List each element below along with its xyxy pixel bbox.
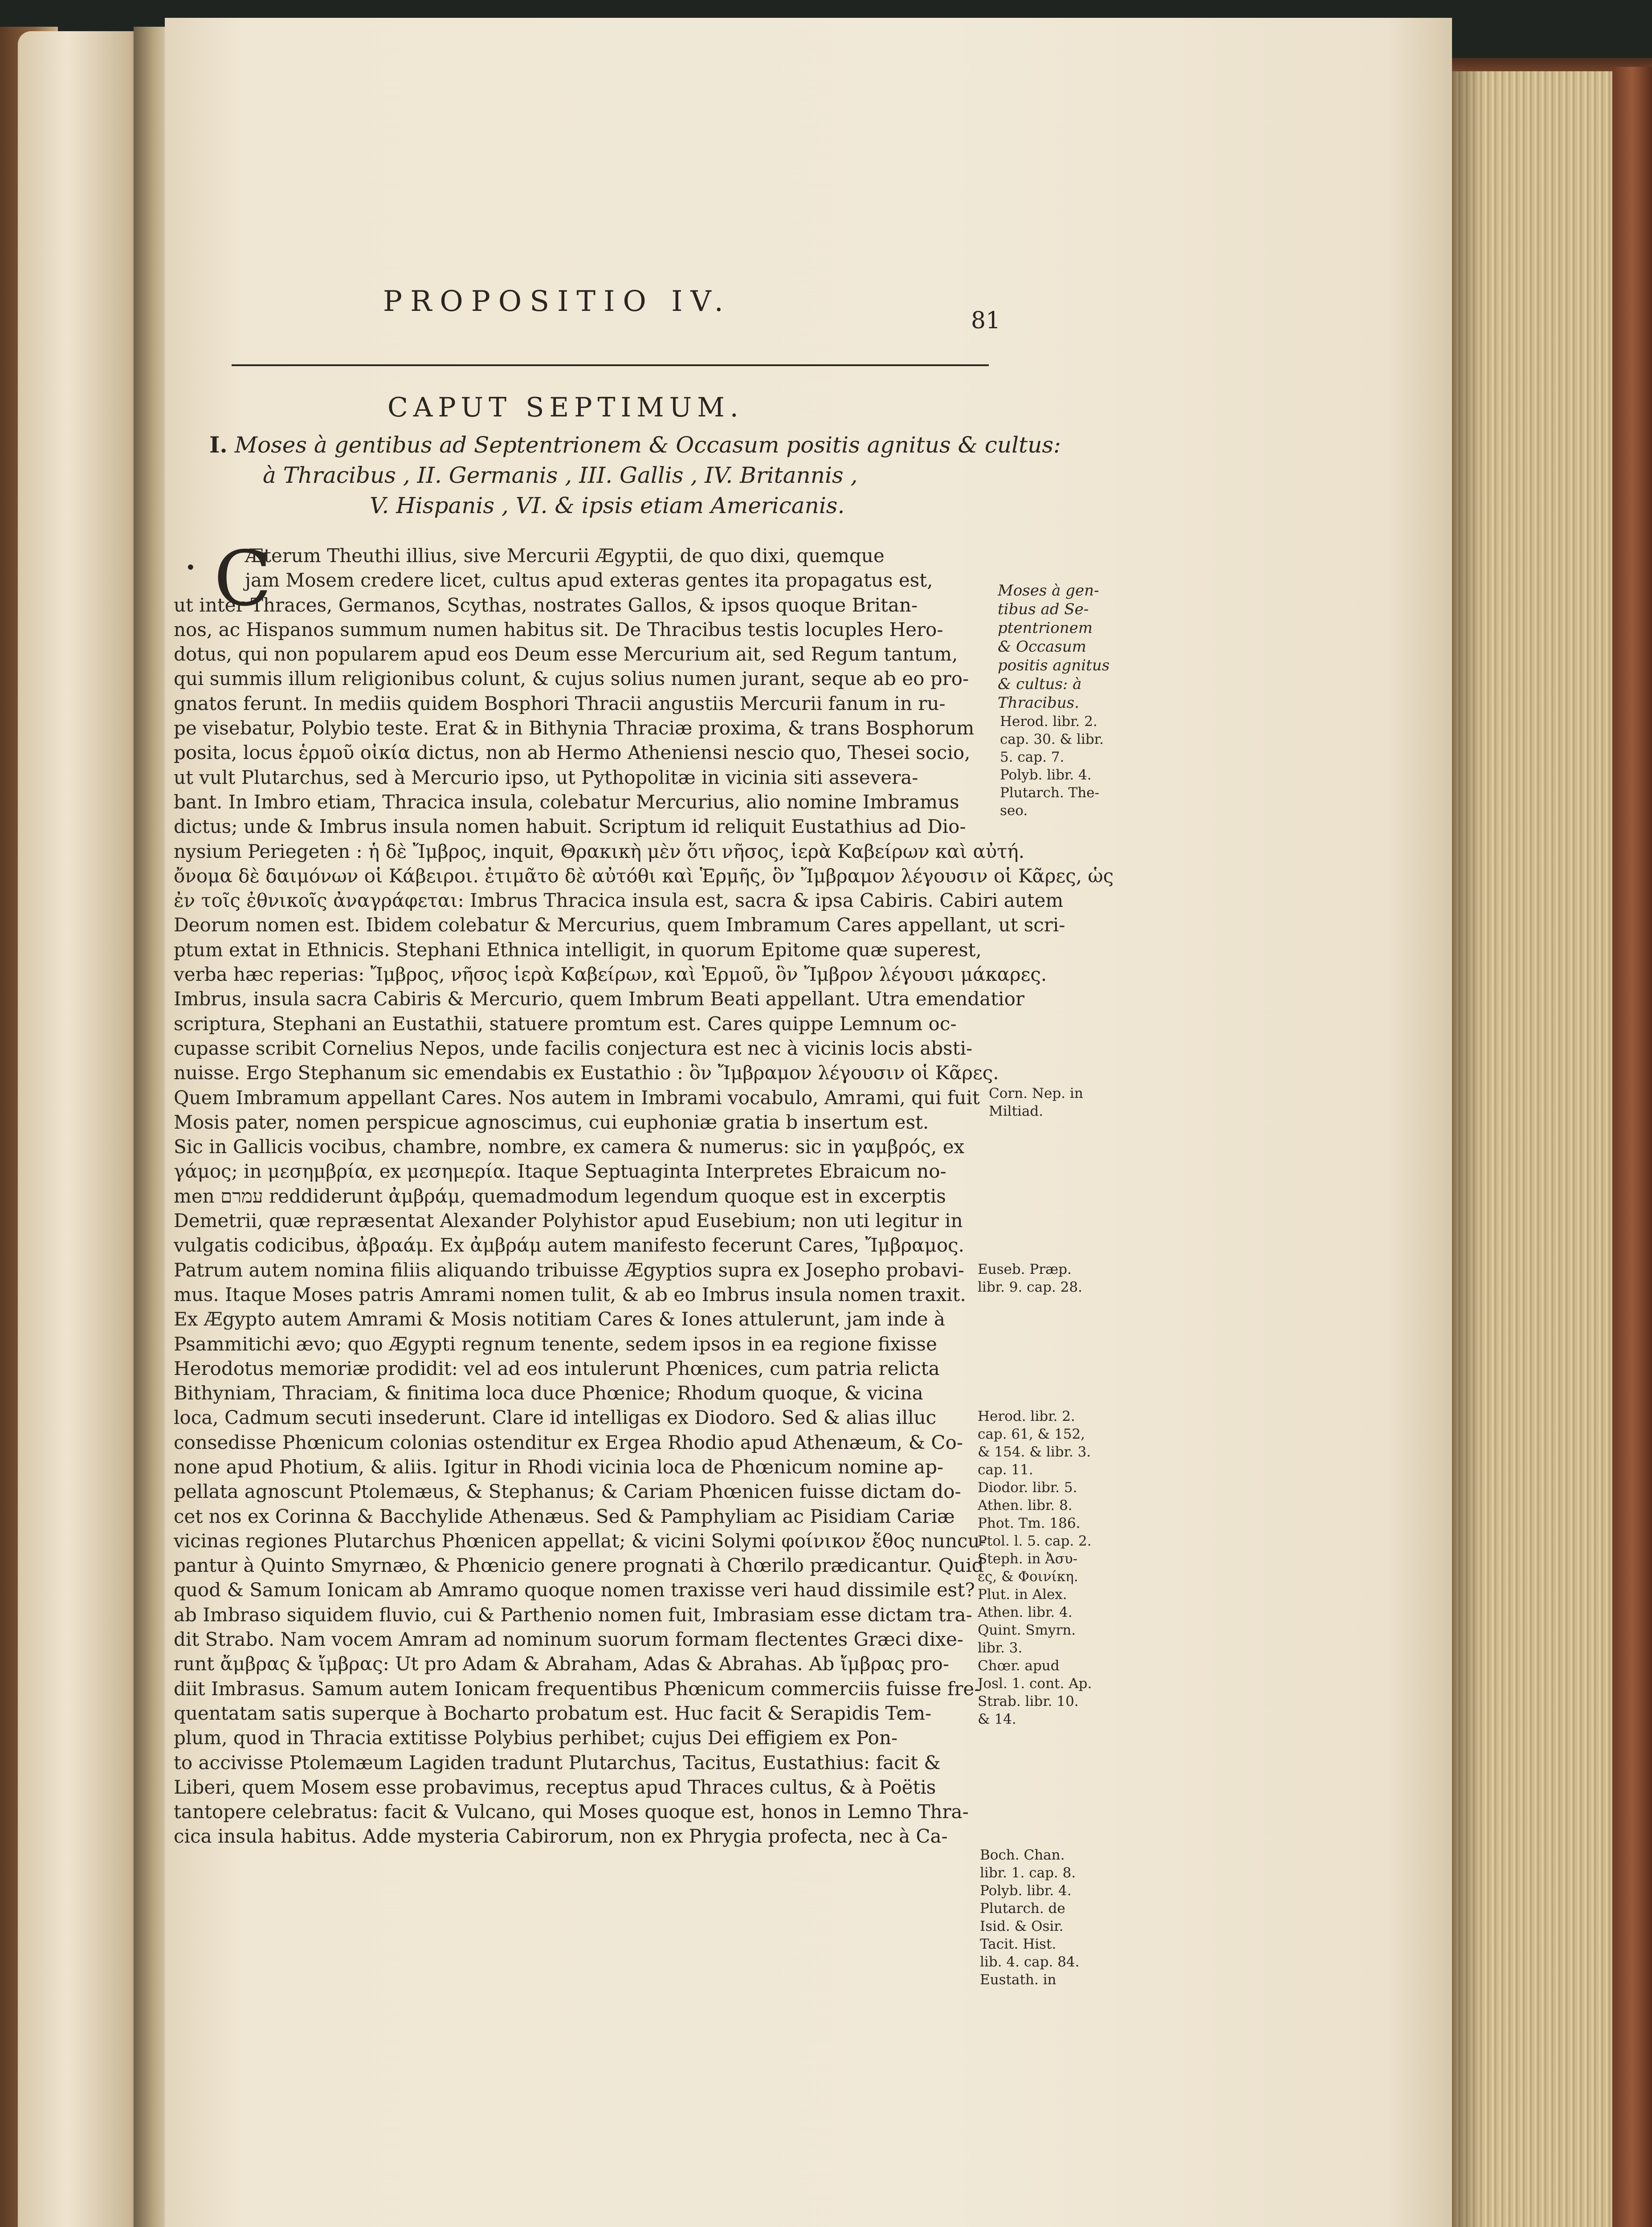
text-line: dotus, qui non popularem apud eos Deum esse Mercurium ait, sed Regum tantum, bbox=[174, 643, 958, 665]
text-line: Ex Ægypto autem Amrami & Mosis notitiam Cares & Iones attulerunt, jam inde à bbox=[174, 1308, 945, 1330]
marginal-note-line: cap. 11. bbox=[978, 1462, 1033, 1478]
marginal-note-references bbox=[989, 1085, 1083, 1120]
marginal-note-line: cap. 30. & libr. bbox=[1000, 731, 1104, 747]
marginal-note-line: Diodor. libr. 5. bbox=[978, 1480, 1077, 1496]
marginal-note-line: Polyb. libr. 4. bbox=[980, 1883, 1072, 1899]
text-line: diit Imbrasus. Samum autem Ionicam frequentibus Phœnicum commerciis fuisse fre- bbox=[174, 1677, 981, 1700]
chapter-title: CAPUT SEPTIMUM. bbox=[388, 392, 744, 423]
paragraph-mark: • bbox=[185, 558, 196, 578]
text-line: ut inter Thraces, Germanos, Scythas, nostrates Gallos, & ipsos quoque Britan- bbox=[174, 594, 918, 616]
marginal-note-references bbox=[1000, 713, 1104, 820]
marginal-note-line: Plut. in Alex. bbox=[978, 1587, 1067, 1603]
marginal-note-line: Athen. libr. 8. bbox=[978, 1497, 1073, 1513]
text-line: quod & Samum Ionicam ab Amramo quoque nomen traxisse veri haud dissimile est? bbox=[174, 1579, 975, 1601]
text-line: plum, quod in Thracia extitisse Polybius perhibet; cujus Dei effigiem ex Pon- bbox=[174, 1727, 898, 1749]
marginal-note-line: lib. 4. cap. 84. bbox=[980, 1954, 1080, 1970]
marginal-note-line: ες, & Φοινίκη. bbox=[978, 1569, 1078, 1585]
marginal-note-line: Strab. libr. 10. bbox=[978, 1693, 1079, 1709]
marginal-note-line: libr. 9. cap. 28. bbox=[978, 1279, 1082, 1295]
marginal-note-line: Euseb. Præp. bbox=[978, 1261, 1072, 1277]
text-line: Bithyniam, Thraciam, & finitima loca duce Phœnice; Rhodum quoque, & vicina bbox=[174, 1382, 923, 1404]
text-line: ὄνομα δὲ δαιμόνων οἱ Κάβειροι. ἐτιμᾶτο δὲ αὐτόθι καὶ Ἑρμῆς, ὃν Ἴμβραμον λέγουσιν οἱ Κᾶρες, ὡς bbox=[174, 865, 1114, 887]
marginal-note-line: Corn. Nep. in bbox=[989, 1085, 1083, 1101]
marginal-note-line: Chœr. apud bbox=[978, 1658, 1060, 1674]
text-line: cica insula habitus. Adde mysteria Cabirorum, non ex Phrygia profecta, nec à Ca- bbox=[174, 1825, 948, 1848]
marginal-note-line: Polyb. libr. 4. bbox=[1000, 767, 1092, 783]
text-line: cet nos ex Corinna & Bacchylide Athenæus. Sed & Pamphyliam ac Pisidiam Cariæ bbox=[174, 1505, 955, 1527]
marginal-note-line: seo. bbox=[1000, 803, 1028, 819]
text-line: runt ἄμβρας & ἴμβρας: Ut pro Adam & Abraham, Adas & Abrahas. Ab ἴμβρας pro- bbox=[174, 1653, 950, 1675]
text-line: consedisse Phœnicum colonias ostenditur ex Ergea Rhodio apud Athenæum, & Co- bbox=[174, 1431, 963, 1453]
text-line: gnatos ferunt. In mediis quidem Bosphori Thracii angustiis Mercurii fanum in ru- bbox=[174, 692, 946, 714]
text-line: Deorum nomen est. Ibidem colebatur & Mercurius, quem Imbramum Cares appellant, ut scri- bbox=[174, 914, 1065, 936]
text-line: to accivisse Ptolemæum Lagiden tradunt Plutarchus, Tacitus, Eustathius: facit & bbox=[174, 1751, 941, 1774]
text-line: Herodotus memoriæ prodidit: vel ad eos intulerunt Phœnices, cum patria relicta bbox=[174, 1357, 940, 1379]
marginal-note-line: & 154. & libr. 3. bbox=[978, 1444, 1091, 1460]
marginal-note-line: Josl. 1. cont. Ap. bbox=[978, 1676, 1092, 1692]
facing-page-edge bbox=[18, 31, 143, 2227]
text-line: qui summis illum religionibus colunt, & cujus solius numen jurant, seque ab eo pro- bbox=[174, 668, 969, 690]
summary-line: V. Hispanis , VI. & ipsis etiam Americanis. bbox=[370, 493, 845, 518]
marginal-note-line: Quint. Smyrn. bbox=[978, 1622, 1076, 1638]
text-line: Quem Imbramum appellant Cares. Nos autem in Imbrami vocabulo, Amrami, qui fuit bbox=[174, 1086, 980, 1109]
text-line: Patrum autem nomina filiis aliquando tribuisse Ægyptios supra ex Josepho probavi- bbox=[174, 1259, 964, 1281]
text-line: pantur à Quinto Smyrnæo, & Phœnicio genere prognati à Chœrilo prædicantur. Quid bbox=[174, 1554, 984, 1577]
text-line: nuisse. Ergo Stephanum sic emendabis ex Eustathio : ὃν Ἴμβραμον λέγουσιν οἱ Κᾶρες. bbox=[174, 1062, 999, 1084]
marginal-note-line: Herod. libr. 2. bbox=[978, 1408, 1075, 1424]
text-line: γάμος; in μεσημβρία, ex μεσημερία. Itaque Septuaginta Interpretes Ebraicum no- bbox=[174, 1160, 946, 1183]
chapter-summary bbox=[209, 430, 1061, 521]
text-line: ptum extat in Ethnicis. Stephani Ethnica intelligit, in quorum Epitome quæ superest, bbox=[174, 938, 982, 961]
drop-cap: C bbox=[214, 535, 272, 623]
marginal-note-line: Plutarch. The- bbox=[1000, 785, 1099, 801]
marginal-note-line: Isid. & Osir. bbox=[980, 1918, 1064, 1934]
marginal-note-line: & 14. bbox=[978, 1711, 1016, 1727]
header-rule bbox=[232, 364, 989, 366]
marginal-note-line: Ptol. l. 5. cap. 2. bbox=[978, 1533, 1092, 1549]
text-line: pe visebatur, Polybio teste. Erat & in Bithynia Thraciæ proxima, & trans Bosphorum bbox=[174, 717, 975, 739]
marginal-note-line: libr. 1. cap. 8. bbox=[980, 1865, 1076, 1881]
text-line: ἐν τοῖς ἐθνικοῖς ἀναγράφεται: Imbrus Thracica insula est, sacra & ipsa Cabiris. Cabiri autem bbox=[174, 889, 1064, 912]
marginal-note-line: Athen. libr. 4. bbox=[978, 1604, 1073, 1620]
text-line: nysium Periegeten : ἡ δὲ Ἴμβρος, inquit, Θρακικὴ μὲν ὅτι νῆσος, ἱερὰ Καβείρων καὶ αὐτή. bbox=[174, 840, 1025, 862]
summary-line: I. Moses à gentibus ad Septentrionem & Occasum positis agnitus & cultus: bbox=[209, 432, 1061, 458]
text-line: none apud Photium, & aliis. Igitur in Rhodi vicinia loca de Phœnicum nomine ap- bbox=[174, 1456, 944, 1478]
marginal-note-line: Thracibus. bbox=[998, 694, 1079, 712]
text-line: scriptura, Stephani an Eustathii, statuere promtum est. Cares quippe Lemnum oc- bbox=[174, 1012, 957, 1035]
summary-number: I. bbox=[209, 432, 228, 458]
text-line: Mosis pater, nomen perspicue agnoscimus, cui euphoniæ gratia b insertum est. bbox=[174, 1111, 929, 1133]
text-line: mus. Itaque Moses patris Amrami nomen tulit, & ab eo Imbrus insula nomen traxit. bbox=[174, 1283, 966, 1305]
marginal-note-line: tibus ad Se- bbox=[998, 600, 1089, 618]
text-line: bant. In Imbro etiam, Thracica insula, colebatur Mercurius, alio nomine Imbramus bbox=[174, 791, 959, 813]
text-line: nos, ac Hispanos summum numen habitus sit. De Thracibus testis locuples Hero- bbox=[174, 618, 943, 640]
summary-line: à Thracibus , II. Germanis , III. Gallis , IV. Britannis , bbox=[263, 462, 858, 488]
text-line: tantopere celebratus: facit & Vulcano, qui Moses quoque est, honos in Lemno Thra- bbox=[174, 1801, 969, 1823]
text-line: Demetrii, quæ repræsentat Alexander Polyhistor apud Eusebium; non uti legitur in bbox=[174, 1210, 963, 1232]
marginal-note-line: Tacit. Hist. bbox=[980, 1936, 1056, 1952]
text-line: Psammitichi ævo; quo Ægypti regnum tenente, sedem ipsos in ea regione fixisse bbox=[174, 1333, 937, 1355]
text-line: dit Strabo. Nam vocem Amram ad nominum suorum formam flectentes Græci dixe- bbox=[174, 1628, 964, 1651]
text-line: pellata agnoscunt Ptolemæus, & Stephanus; & Cariam Phœnicen fuisse dictam do- bbox=[174, 1481, 961, 1503]
text-line: Liberi, quem Mosem esse probavimus, receptus apud Thraces cultus, & à Poëtis bbox=[174, 1776, 936, 1798]
marginal-note-line: Plutarch. de bbox=[980, 1901, 1065, 1917]
text-line: Æterum Theuthi illius, sive Mercurii Ægyptii, de quo dixi, quemque bbox=[245, 545, 885, 567]
marginal-note-line: cap. 61, & 152, bbox=[978, 1426, 1085, 1442]
marginal-note-line: positis agnitus bbox=[998, 657, 1110, 674]
marginal-note-line: libr. 3. bbox=[978, 1640, 1023, 1656]
text-line: quentatam satis superque à Bocharto probatum est. Huc facit & Serapidis Tem- bbox=[174, 1702, 932, 1724]
text-line: jam Mosem credere licet, cultus apud exteras gentes ita propagatus est, bbox=[245, 569, 933, 591]
text-line: vicinas regiones Plutarchus Phœnicen appellat; & vicini Solymi φοίνικον ἔθος nuncu- bbox=[174, 1530, 986, 1552]
marginal-note-references bbox=[978, 1407, 1092, 1728]
text-line: ut vult Plutarchus, sed à Mercurio ipso, ut Pythopolitæ in vicinia siti assevera- bbox=[174, 766, 918, 788]
text-line: Sic in Gallicis vocibus, chambre, nombre, ex camera & numerus: sic in γαμβρός, ex bbox=[174, 1136, 965, 1158]
page-number: 81 bbox=[971, 307, 1001, 334]
right-cover-board bbox=[1612, 67, 1652, 2227]
marginal-note-line: & Occasum bbox=[998, 638, 1086, 656]
marginal-note-line: Herod. libr. 2. bbox=[1000, 714, 1097, 730]
text-line: men עמרם reddiderunt ἀμβράμ, quemadmodum legendum quoque est in excerptis bbox=[174, 1185, 946, 1207]
text-line: Imbrus, insula sacra Cabiris & Mercurio, quem Imbrum Beati appellant. Utra emendatior bbox=[174, 988, 1024, 1010]
text-line: loca, Cadmum secuti insederunt. Clare id intelligas ex Diodoro. Sed & alias illuc bbox=[174, 1407, 937, 1429]
text-line: cupasse scribit Cornelius Nepos, unde facilis conjectura est nec à vicinis locis absti- bbox=[174, 1037, 973, 1059]
marginal-note-references bbox=[978, 1260, 1082, 1296]
marginal-note-summary bbox=[998, 581, 1109, 712]
marginal-note-line: 5. cap. 7. bbox=[1000, 749, 1065, 765]
fore-edge-shadow bbox=[1448, 71, 1483, 2227]
marginal-note-references bbox=[980, 1846, 1080, 1989]
marginal-note-line: ptentrionem bbox=[998, 619, 1093, 637]
text-line: vulgatis codicibus, ἀβραάμ. Ex ἀμβράμ autem manifesto fecerunt Cares, Ἴμβραμος. bbox=[174, 1234, 964, 1256]
marginal-note-line: Boch. Chan. bbox=[980, 1847, 1065, 1863]
text-line: ab Imbraso siquidem fluvio, cui & Parthenio nomen fuit, Imbrasiam esse dictam tra- bbox=[174, 1603, 972, 1626]
marginal-note-line: Miltiad. bbox=[989, 1103, 1044, 1119]
text-line: posita, locus ἑρμοῦ οἰκία dictus, non ab Hermo Atheniensi nescio quo, Thesei socio, bbox=[174, 742, 971, 764]
text-line: dictus; unde & Imbrus insula nomen habuit. Scriptum id reliquit Eustathius ad Dio- bbox=[174, 816, 966, 838]
marginal-note-line: Moses à gen- bbox=[998, 582, 1099, 600]
marginal-note-line: Steph. in Ἀσυ- bbox=[978, 1551, 1078, 1567]
text-line: verba hæc reperias: Ἴμβρος, νῆσος ἱερὰ Καβείρων, καὶ Ἑρμοῦ, ὃν Ἴμβρον λέγουσι μάκαρες. bbox=[174, 963, 1047, 986]
marginal-note-line: & cultus: à bbox=[998, 675, 1082, 693]
marginal-note-line: Phot. Tm. 186. bbox=[978, 1515, 1081, 1531]
marginal-note-line: Eustath. in bbox=[980, 1972, 1056, 1988]
running-head: PROPOSITIO IV. bbox=[383, 285, 731, 318]
